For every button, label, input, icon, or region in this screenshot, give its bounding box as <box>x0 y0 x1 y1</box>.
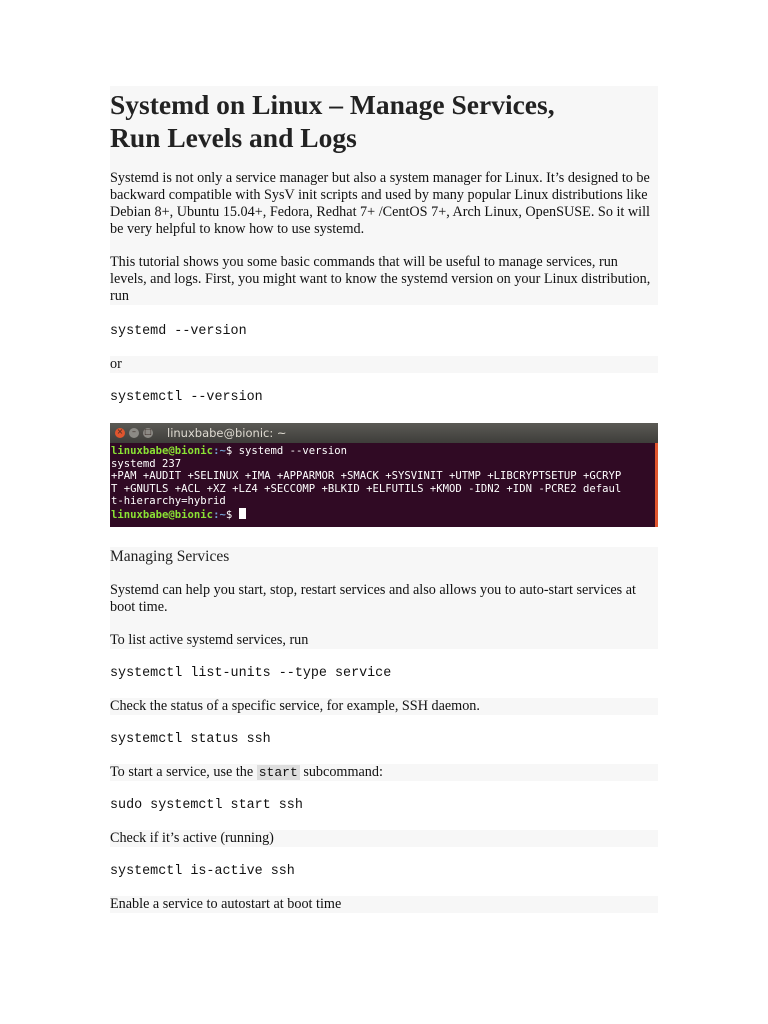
code-list-units: systemctl list-units --type service <box>110 666 392 681</box>
status-intro: Check the status of a specific service, for example, SSH daemon. <box>110 698 480 714</box>
prompt-symbol: $ <box>225 445 239 457</box>
intro-paragraph-1: Systemd is not only a service manager but also a system manager for Linux. It’s designed to be backward compatible with SysV init scripts and used by many popular Linux distributions like Debian 8+, Ubuntu 15.04+, Fedora, Redhat 7+ /CentOS 7+, Arch Linux, OpenSUSE. So it will be very helpful to know how to use systemd. <box>110 170 650 237</box>
code-systemctl-version: systemctl --version <box>110 390 263 405</box>
minimize-icon: – <box>129 428 139 438</box>
prompt-user: linuxbabe@bionic <box>111 445 214 457</box>
terminal-output <box>110 443 658 522</box>
code-is-active: systemctl is-active ssh <box>110 864 295 879</box>
code-status: systemctl status ssh <box>110 732 271 747</box>
terminal-cursor <box>239 508 246 519</box>
start-intro <box>110 764 658 781</box>
maximize-icon: □ <box>144 427 152 436</box>
title-line-2: Run Levels and Logs <box>110 122 357 153</box>
terminal-line-1: systemd 237 <box>111 457 182 470</box>
manage-intro: Systemd can help you start, stop, restart services and also allows you to auto-start services at boot time. <box>110 582 636 615</box>
title-line-1: Systemd on Linux – Manage Services, <box>110 89 555 120</box>
enable-intro: Enable a service to autostart at boot time <box>110 896 342 912</box>
close-icon: × <box>116 427 124 436</box>
intro-block <box>110 86 658 305</box>
prompt-path: :~ <box>213 445 226 457</box>
code-start: sudo systemctl start ssh <box>110 798 303 813</box>
section-heading: Managing Services <box>110 548 230 565</box>
article <box>110 86 658 913</box>
active-intro: Check if it’s active (running) <box>110 830 274 846</box>
terminal-command: systemd --version <box>238 445 348 457</box>
terminal-line-4: t-hierarchy=hybrid <box>111 495 226 508</box>
code-systemd-version: systemd --version <box>110 324 247 339</box>
start-intro-text: To start a service, use the <box>110 764 257 780</box>
list-intro: To list active systemd services, run <box>110 632 309 648</box>
terminal-line-2: +PAM +AUDIT +SELINUX +IMA +APPARMOR +SMACK +SYSVINIT +UTMP +LIBCRYPTSETUP +GCRYP <box>111 470 622 483</box>
terminal-title: linuxbabe@bionic: ~ <box>167 426 287 440</box>
or-text: or <box>110 356 122 372</box>
start-intro-suffix: subcommand: <box>299 764 383 780</box>
prompt-symbol-2: $ <box>225 508 239 521</box>
prompt-path-2: :~ <box>213 508 226 521</box>
prompt-user-2: linuxbabe@bionic <box>111 508 214 521</box>
inline-code-start: start <box>258 765 298 780</box>
terminal-screenshot <box>110 423 658 527</box>
managing-block <box>110 547 658 649</box>
terminal-titlebar <box>110 423 658 443</box>
intro-paragraph-2: This tutorial shows you some basic commands that will be useful to manage services, run levels, and logs. First, you might want to know the systemd version on your Linux distribution, run <box>110 254 651 304</box>
terminal-line-3: T +GNUTLS +ACL +XZ +LZ4 +SECCOMP +BLKID +ELFUTILS +KMOD -IDN2 +IDN -PCRE2 defaul <box>111 482 622 495</box>
page-title <box>110 86 658 160</box>
